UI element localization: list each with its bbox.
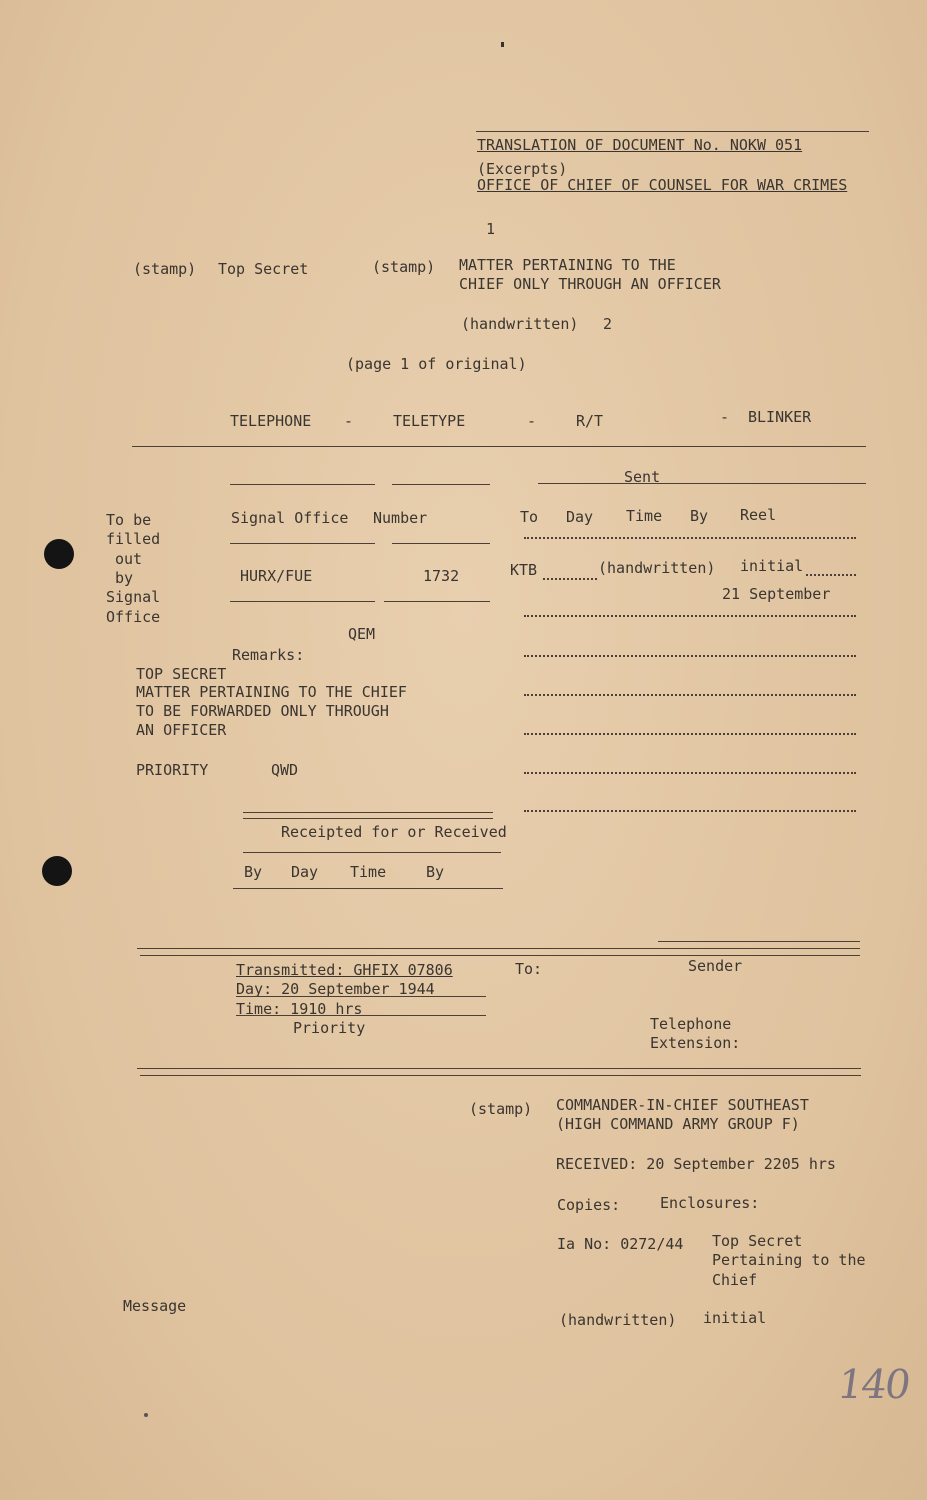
stamp1-label: (stamp) xyxy=(133,260,197,278)
transmit-time: Time: 1910 hrs xyxy=(236,1000,363,1018)
priority-label: PRIORITY xyxy=(136,761,209,779)
method-dash-3: - xyxy=(720,408,730,426)
out-label: out xyxy=(115,550,143,568)
ia-no: Ia No: 0272/44 xyxy=(557,1235,684,1253)
ia-line-2: Pertaining to the xyxy=(712,1251,866,1269)
transmit-telephone: Telephone xyxy=(650,1015,732,1033)
number-value: 1732 xyxy=(423,567,460,585)
transmitted-line: Transmitted: GHFIX 07806 xyxy=(236,961,453,979)
september-21: 21 September xyxy=(722,585,831,603)
message-label: Message xyxy=(123,1297,187,1315)
signal-label: Signal xyxy=(106,588,161,606)
sent-label: Sent xyxy=(624,468,661,486)
page-number: 1 xyxy=(486,220,496,238)
stamp2-label: (stamp) xyxy=(372,258,436,276)
receipt-day: Day xyxy=(291,863,319,881)
received-line: RECEIVED: 20 September 2205 hrs xyxy=(556,1155,836,1173)
receiver-line-2: (HIGH COMMAND ARMY GROUP F) xyxy=(556,1115,800,1133)
remarks-line-4: AN OFFICER xyxy=(136,721,227,739)
remarks-line-3: TO BE FORWARDED ONLY THROUGH xyxy=(136,702,389,720)
transmit-sender: Sender xyxy=(688,957,743,975)
method-rt: R/T xyxy=(576,412,604,430)
method-dash-1: - xyxy=(344,412,354,430)
stamp2-line2: CHIEF ONLY THROUGH AN OFFICER xyxy=(459,275,721,293)
remarks-line-1: TOP SECRET xyxy=(136,665,227,683)
to-header: To xyxy=(520,508,539,526)
method-blinker: BLINKER xyxy=(748,408,812,426)
excerpts-label: (Excerpts) xyxy=(477,160,568,178)
day-header: Day xyxy=(566,508,594,526)
to-value: KTB xyxy=(510,561,538,579)
stamp1-text: Top Secret xyxy=(218,260,309,278)
punch-hole-top xyxy=(44,539,74,569)
transmit-priority: Priority xyxy=(293,1019,366,1037)
receiver-stamp-label: (stamp) xyxy=(469,1100,533,1118)
by-label: by xyxy=(115,569,134,587)
signal-handwritten: (handwritten) xyxy=(598,559,716,577)
receipt-time: Time xyxy=(350,863,387,881)
handwritten-label: (handwritten) xyxy=(461,315,579,333)
page-mark: 140 xyxy=(834,1362,912,1408)
office-title: OFFICE OF CHIEF OF COUNSEL FOR WAR CRIMES xyxy=(477,176,848,194)
ia-line-1: Top Secret xyxy=(712,1232,803,1250)
receiver-line-1: COMMANDER-IN-CHIEF SOUTHEAST xyxy=(556,1096,809,1114)
handwritten-number: 2 xyxy=(603,315,613,333)
punch-hole-bottom xyxy=(42,856,72,886)
transmit-to: To: xyxy=(515,960,543,978)
remarks-label: Remarks: xyxy=(232,646,305,664)
receiver-initial: initial xyxy=(703,1309,767,1327)
enclosures-label: Enclosures: xyxy=(660,1194,760,1212)
qem-code: QEM xyxy=(348,625,376,643)
receiver-handwritten: (handwritten) xyxy=(559,1311,677,1329)
method-teletype: TELETYPE xyxy=(393,412,466,430)
time-header: Time xyxy=(626,507,663,525)
ia-line-3: Chief xyxy=(712,1271,758,1289)
receipt-by-1: By xyxy=(244,863,263,881)
office-label: Office xyxy=(106,608,161,626)
signal-initial: initial xyxy=(740,557,804,575)
number-header: Number xyxy=(373,509,428,527)
priority-value: QWD xyxy=(271,761,299,779)
page-of-original: (page 1 of original) xyxy=(346,355,527,373)
copies-label: Copies: xyxy=(557,1196,621,1214)
by-header: By xyxy=(690,507,709,525)
doc-title: TRANSLATION OF DOCUMENT No. NOKW 051 xyxy=(477,136,803,154)
signal-office-header: Signal Office xyxy=(231,509,349,527)
stamp2-line1: MATTER PERTAINING TO THE xyxy=(459,256,676,274)
transmit-day: Day: 20 September 1944 xyxy=(236,980,435,998)
transmit-extension: Extension: xyxy=(650,1034,741,1052)
reel-header: Reel xyxy=(740,506,777,524)
speck-top xyxy=(501,42,504,47)
to-be-label: To be xyxy=(106,511,152,529)
filled-label: filled xyxy=(106,530,161,548)
speck-bottom xyxy=(144,1413,148,1417)
receipted-label: Receipted for or Received xyxy=(281,823,507,841)
method-dash-2: - xyxy=(527,412,537,430)
remarks-line-2: MATTER PERTAINING TO THE CHIEF xyxy=(136,683,407,701)
signal-office-value: HURX/FUE xyxy=(240,567,313,585)
receipt-by-2: By xyxy=(426,863,445,881)
method-telephone: TELEPHONE xyxy=(230,412,312,430)
